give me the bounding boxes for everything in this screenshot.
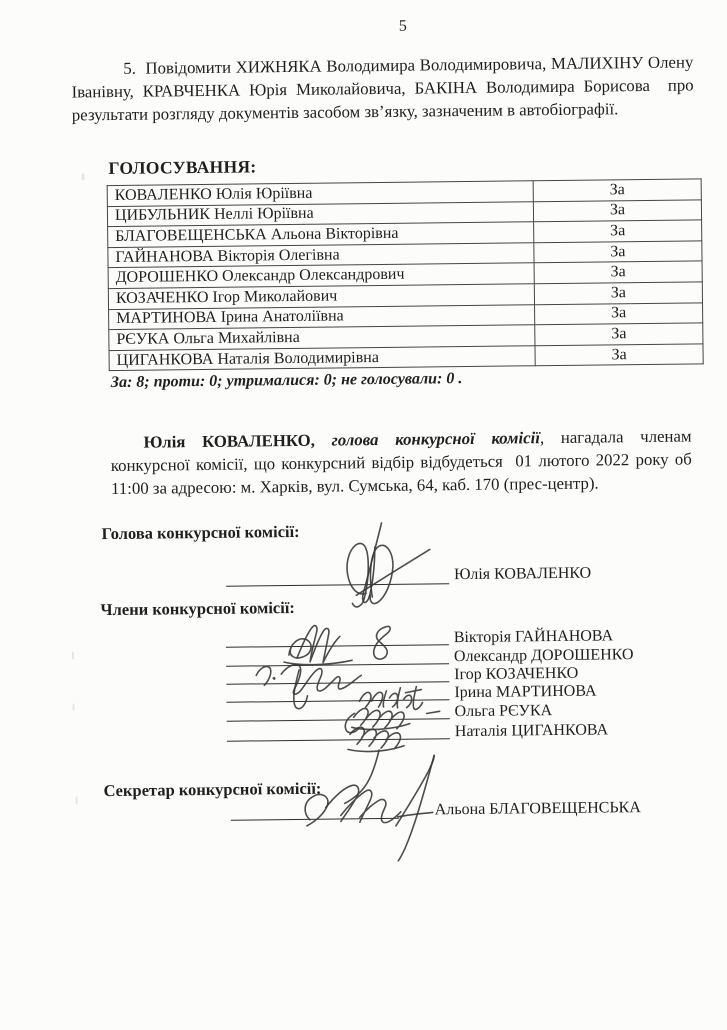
vote-cell: За: [535, 323, 703, 345]
signature-head-scribble: [347, 522, 431, 607]
scan-smudge: [72, 651, 74, 659]
secretary-signature-line: [231, 818, 399, 821]
member-signature-name: Ольга РЄУКА: [454, 702, 553, 721]
voting-summary: За: 8; проти: 0; утрималися: 0; не голосували: 0 .: [110, 370, 463, 392]
vote-cell: За: [534, 282, 702, 304]
reminder-paragraph: [110, 424, 692, 500]
secretary-signature-label: Секретар конкурсної комісії:: [103, 778, 322, 801]
head-signature-line: [226, 583, 449, 587]
voting-table-body: [107, 179, 703, 371]
vote-cell: За: [534, 261, 702, 283]
member-name-cell: БЛАГОВЕЩЕНСЬКА Альона Вікторівна: [108, 222, 534, 247]
member-name-cell: ДОРОШЕНКО Олександр Олександрович: [108, 263, 534, 288]
reminder-paragraph-segment: , нагадала членам конкурсної комісії, що конкурсний відбір відбудеться 01 лютого 2022 року об 11:00 за адресою: м. Харків, вул. Сумська, 64, каб. 170 (прес-центр).: [110, 426, 692, 499]
reminder-paragraph-segment: голова конкурсної комісії: [331, 428, 541, 450]
vote-cell: За: [534, 220, 702, 242]
member-signature-line: [226, 644, 449, 648]
voting-heading: ГОЛОСУВАННЯ:: [108, 156, 257, 179]
member-name-cell: МАРТИНОВА Ірина Анатоліївна: [109, 304, 535, 329]
member-signature-name: Ірина МАРТИНОВА: [454, 682, 597, 702]
head-signature-label: Голова конкурсної комісії:: [101, 521, 300, 544]
vote-cell: За: [535, 302, 703, 324]
member-signature-line: [227, 699, 450, 703]
vote-cell: За: [533, 199, 701, 221]
member-signature-line: [227, 718, 450, 722]
scan-smudge: [76, 796, 78, 804]
member-name-cell: РЄУКА Ольга Михайлівна: [109, 325, 535, 350]
vote-cell: За: [533, 179, 701, 201]
signature-secretary-scribble: [305, 755, 436, 861]
member-name-cell: ЦИГАНКОВА Наталія Володимирівна: [109, 345, 535, 370]
member-signature-name: Ігор КОЗАЧЕНКО: [454, 664, 579, 684]
scan-smudge: [82, 173, 85, 180]
member-name-cell: КОЗАЧЕНКО Ігор Миколайович: [108, 284, 534, 309]
member-signature-line: [226, 681, 449, 685]
member-name-cell: ЦИБУЛЬНИК Неллі Юріївна: [107, 201, 533, 226]
member-signature-name: Олександр ДОРОШЕНКО: [453, 646, 634, 666]
member-signature-line: [226, 663, 449, 667]
secretary-signature-name: Альона БЛАГОВЕЩЕНСЬКА: [434, 799, 641, 819]
vote-cell: За: [534, 241, 702, 263]
scan-smudge: [73, 703, 75, 710]
member-signature-name: Наталія ЦИГАНКОВА: [454, 721, 609, 741]
member-signature-line: [227, 738, 450, 742]
signature-members-scribble: [256, 624, 441, 804]
members-signature-label: Члени конкурсної комісії:: [100, 597, 295, 620]
voting-table: [107, 178, 704, 371]
vote-cell: За: [535, 344, 703, 366]
reminder-paragraph-segment: Юлія КОВАЛЕНКО,: [143, 430, 332, 452]
member-signature-name: Вікторія ГАЙНАНОВА: [453, 627, 614, 647]
member-name-cell: ГАЙНАНОВА Вікторія Олегівна: [108, 243, 534, 268]
member-name-cell: КОВАЛЕНКО Юлія Юріївна: [107, 181, 533, 206]
notify-paragraph: 5. Повідомити ХИЖНЯКА Володимира Володимировича, МАЛИХІНУ Олену Іванівну, КРАВЧЕНКА Юрія Миколайовича, БАКІНА Володимира Борисова про результати розгляду документів засобом зв’язку, зазначеним в автобіографії.: [71, 52, 694, 125]
page-number: 5: [398, 17, 407, 35]
head-signature-name: Юлія КОВАЛЕНКО: [453, 564, 592, 584]
